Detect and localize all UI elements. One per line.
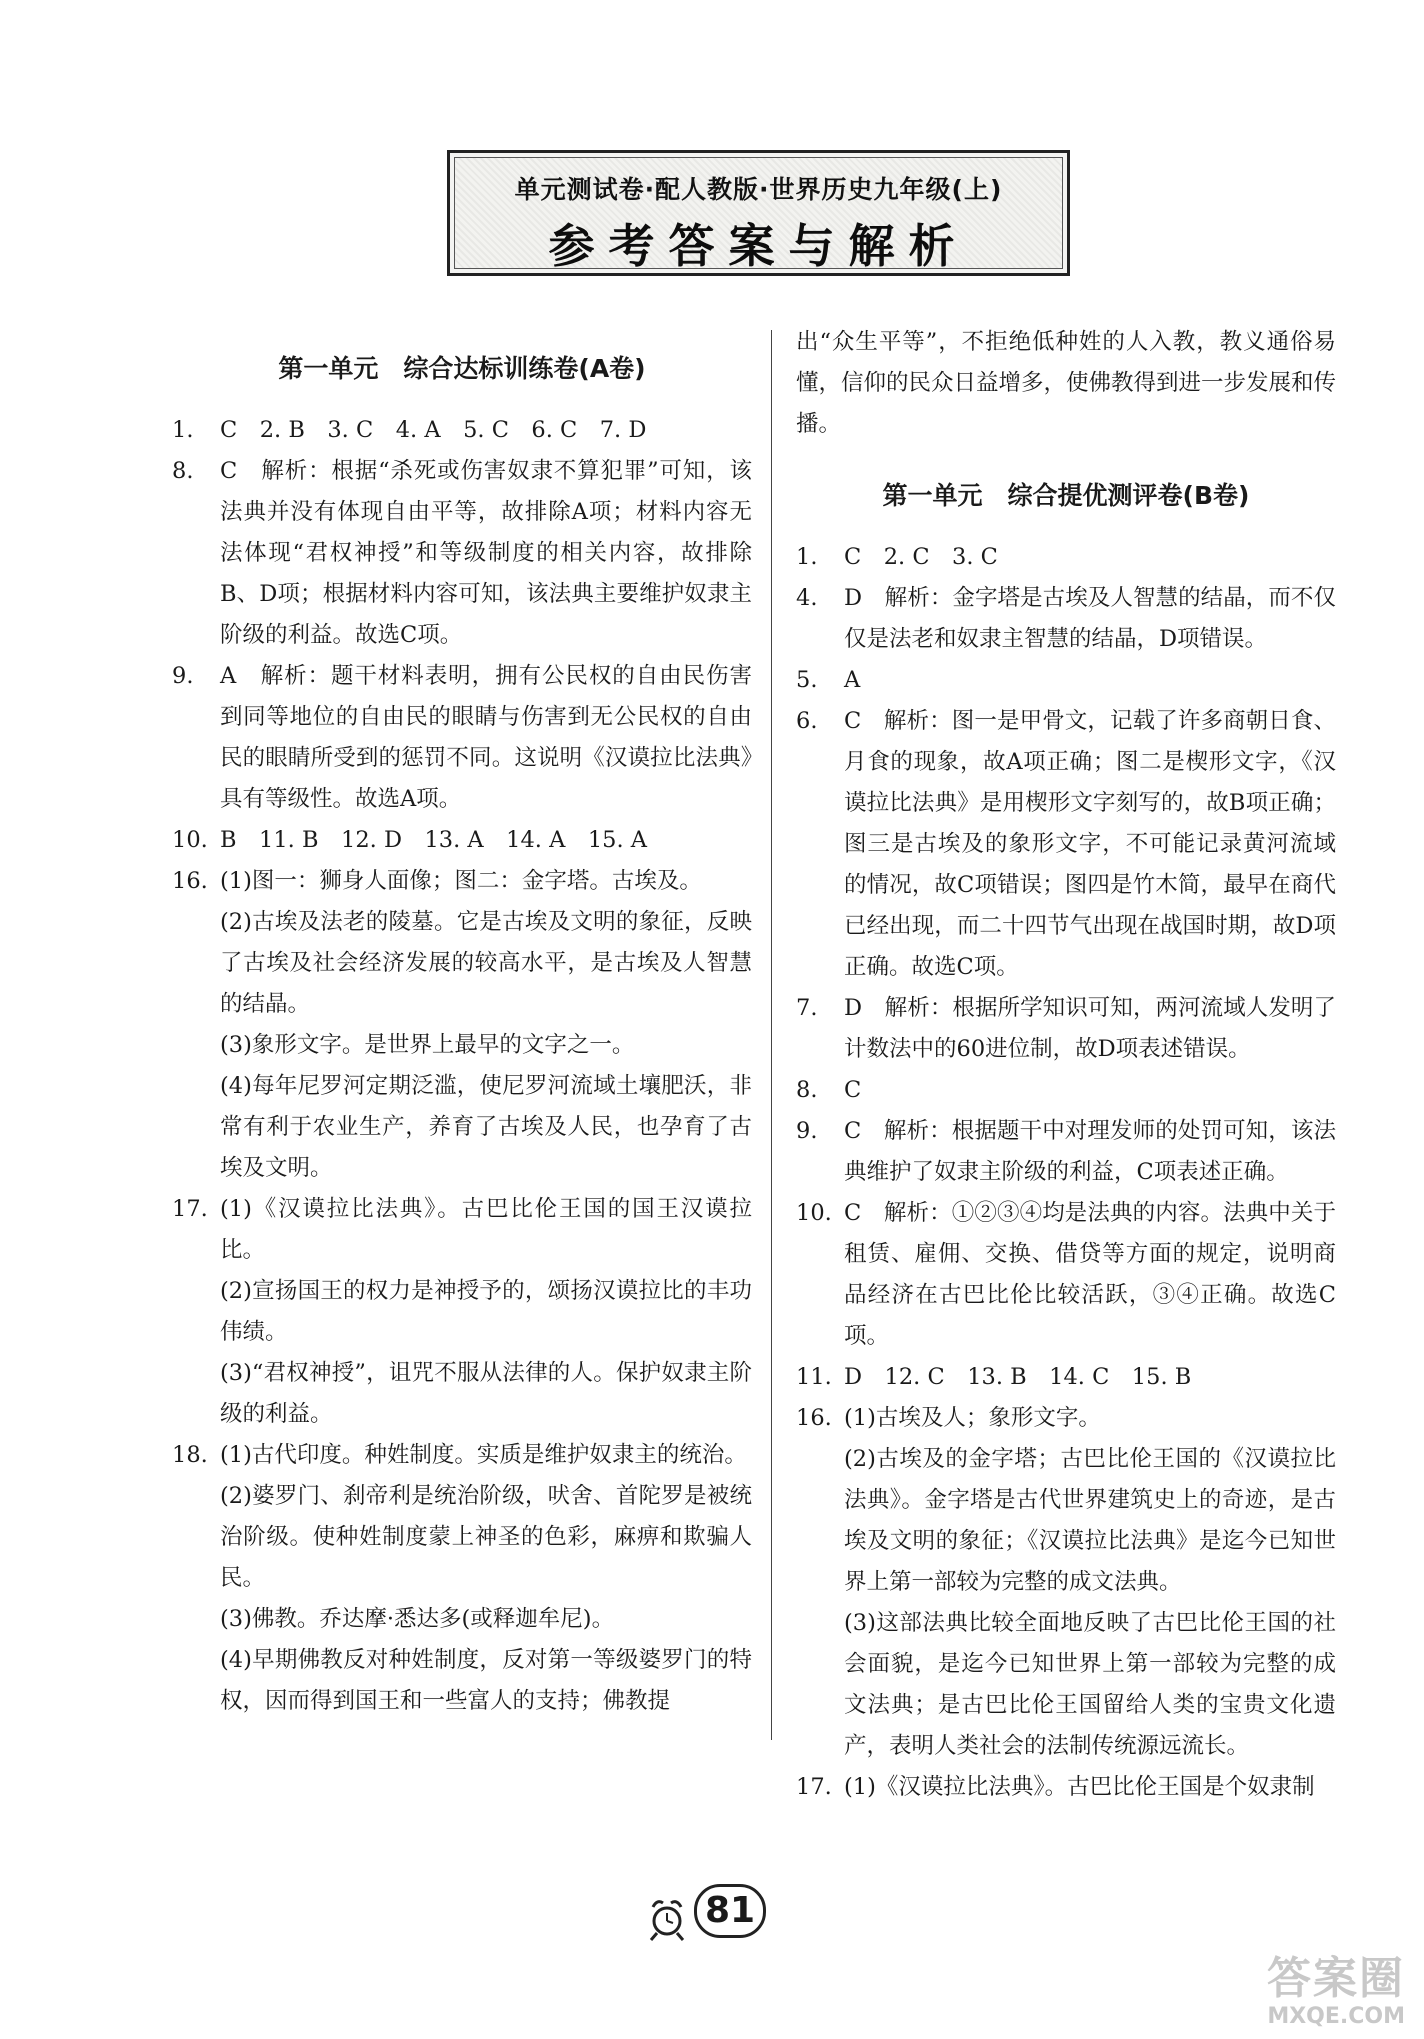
answer-item [172, 1435, 752, 1476]
header-subtitle: 单元测试卷·配人教版·世界历史九年级(上) [514, 175, 1003, 204]
answer-number: 17. [796, 1774, 832, 1800]
column-divider [771, 330, 772, 1740]
answer-subpart: (4)每年尼罗河定期泛滥，使尼罗河流域土壤肥沃，非常有利于农业生产，养育了古埃及人民，也孕育了古埃及文明。 [220, 1073, 752, 1181]
answer-item [172, 861, 752, 902]
watermark-mark: 答案圈 [1267, 1953, 1405, 2004]
answer-number: 8. [796, 1077, 818, 1103]
answer-number: 17. [172, 1196, 208, 1222]
answer-text: (1)图一：狮身人面像；图二：金字塔。古埃及。 [220, 868, 702, 894]
answer-item [796, 701, 1336, 988]
answer-number: 18. [172, 1442, 208, 1468]
answer-item [796, 537, 1336, 578]
page-number: 81 [694, 1884, 766, 1938]
answer-item [172, 451, 752, 656]
answer-text: D 解析：根据所学知识可知，两河流域人发明了计数法中的60进位制，故D项表述错误。 [844, 995, 1336, 1062]
page-footer [690, 1880, 770, 1946]
answer-text: A [844, 667, 861, 693]
answer-text: C 解析：根据“杀死或伤害奴隶不算犯罪”可知，该法典并没有体现自由平等，故排除A项；材料内容无法体现“君权神授”和等级制度的相关内容，故排除B、D项；根据材料内容可知，该法典主要维护奴隶主阶级的利益。故选C项。 [220, 458, 752, 648]
answer-subpart: (2)宣扬国王的权力是神授予的，颂扬汉谟拉比的丰功伟绩。 [220, 1278, 752, 1345]
answer-text: C 解析：图一是甲骨文，记载了许多商朝日食、月食的现象，故A项正确；图二是楔形文字，《汉谟拉比法典》是用楔形文字刻写的，故B项正确；图三是古埃及的象形文字，不可能记录黄河流域的情况，故C项错误；图四是竹木简，最早在商代已经出现，而二十四节气出现在战国时期，故D项正确。故选C项。 [844, 708, 1336, 980]
answer-number: 1. [796, 544, 818, 570]
answer-number: 16. [796, 1405, 832, 1431]
answer-subpart: (3)“君权神授”，诅咒不服从法律的人。保护奴隶主阶级的利益。 [220, 1360, 752, 1427]
answer-text: C 2. B 3. C 4. A 5. C 6. C 7. D [220, 417, 647, 443]
answer-text: C 解析：根据题干中对理发师的处罚可知，该法典维护了奴隶主阶级的利益，C项表述正确。 [844, 1118, 1336, 1185]
answer-item [796, 1193, 1336, 1357]
answer-number: 8. [172, 458, 194, 484]
left-column [172, 322, 752, 1722]
answer-key-header [447, 150, 1070, 276]
answer-item [796, 578, 1336, 660]
answer-item [796, 1070, 1336, 1111]
answer-item [172, 656, 752, 820]
header-title: 参考答案与解析 [548, 219, 969, 273]
answer-subpart: (4)早期佛教反对种姓制度，反对第一等级婆罗门的特权，因而得到国王和一些富人的支持；佛教提 [220, 1647, 752, 1714]
header-banner [454, 157, 1063, 273]
answer-number: 7. [796, 995, 818, 1021]
answer-item [796, 1111, 1336, 1193]
section-title-unit1-a: 第一单元 综合达标训练卷(A卷) [278, 354, 646, 383]
answer-item [796, 1398, 1336, 1439]
watermark [1195, 1955, 1405, 2035]
answer-subpart: (2)古埃及的金字塔；古巴比伦王国的《汉谟拉比法典》。金字塔是古代世界建筑史上的奇迹，是古埃及文明的象征；《汉谟拉比法典》是迄今已知世界上第一部较为完整的成文法典。 [844, 1446, 1336, 1595]
right-column [796, 322, 1336, 1808]
answer-text: D 12. C 13. B 14. C 15. B [844, 1364, 1192, 1390]
watermark-url: MXQE.COM [1267, 2004, 1405, 2029]
section-title-unit1-b: 第一单元 综合提优测评卷(B卷) [882, 481, 1250, 510]
answer-subpart: (3)这部法典比较全面地反映了古巴比伦王国的社会面貌，是迄今已知世界上第一部较为完整的成文法典；是古巴比伦王国留给人类的宝贵文化遗产，表明人类社会的法制传统源远流长。 [844, 1610, 1336, 1759]
answer-subpart: (2)古埃及法老的陵墓。它是古埃及文明的象征，反映了古埃及社会经济发展的较高水平，是古埃及人智慧的结晶。 [220, 909, 752, 1017]
answer-subpart: (3)佛教。乔达摩·悉达多(或释迦牟尼)。 [220, 1606, 615, 1632]
continuation-text: 出“众生平等”，不拒绝低种姓的人入教，教义通俗易懂，信仰的民众日益增多，使佛教得到进一步发展和传播。 [796, 329, 1337, 437]
answer-item [172, 1189, 752, 1271]
answer-text: C [844, 1077, 862, 1103]
answer-text: D 解析：金字塔是古埃及人智慧的结晶，而不仅仅是法老和奴隶主智慧的结晶，D项错误。 [844, 585, 1336, 652]
answer-item [796, 660, 1336, 701]
answer-number: 10. [172, 827, 208, 853]
answer-item [796, 988, 1336, 1070]
answer-number: 5. [796, 667, 818, 693]
answer-text: (1)《汉谟拉比法典》。古巴比伦王国是个奴隶制 [844, 1774, 1315, 1800]
answer-item [796, 1767, 1336, 1808]
answer-item [172, 410, 752, 451]
answer-text: C 2. C 3. C [844, 544, 998, 570]
answer-number: 16. [172, 868, 208, 894]
answer-text: B 11. B 12. D 13. A 14. A 15. A [220, 827, 648, 853]
answer-number: 4. [796, 585, 818, 611]
answer-number: 9. [796, 1118, 818, 1144]
answer-subpart: (2)婆罗门、刹帝利是统治阶级，吠舍、首陀罗是被统治阶级。使种姓制度蒙上神圣的色彩，麻痹和欺骗人民。 [220, 1483, 752, 1591]
answer-subpart: (3)象形文字。是世界上最早的文字之一。 [220, 1032, 635, 1058]
answer-item [172, 820, 752, 861]
answer-number: 11. [796, 1364, 832, 1390]
answer-text: (1)古埃及人；象形文字。 [844, 1405, 1101, 1431]
answer-item [796, 1357, 1336, 1398]
answer-text: (1)古代印度。种姓制度。实质是维护奴隶主的统治。 [220, 1442, 747, 1468]
answer-text: A 解析：题干材料表明，拥有公民权的自由民伤害到同等地位的自由民的眼睛与伤害到无公民权的自由民的眼睛所受到的惩罚不同。这说明《汉谟拉比法典》具有等级性。故选A项。 [220, 663, 752, 812]
answer-number: 6. [796, 708, 818, 734]
answer-text: C 解析：①②③④均是法典的内容。法典中关于租赁、雇佣、交换、借贷等方面的规定，说明商品经济在古巴比伦比较活跃，③④正确。故选C项。 [844, 1200, 1336, 1349]
answer-number: 9. [172, 663, 194, 689]
answer-number: 1. [172, 417, 194, 443]
answer-text: (1)《汉谟拉比法典》。古巴比伦王国的国王汉谟拉比。 [220, 1196, 752, 1263]
alarm-clock-icon [645, 1893, 685, 1943]
answer-number: 10. [796, 1200, 832, 1226]
